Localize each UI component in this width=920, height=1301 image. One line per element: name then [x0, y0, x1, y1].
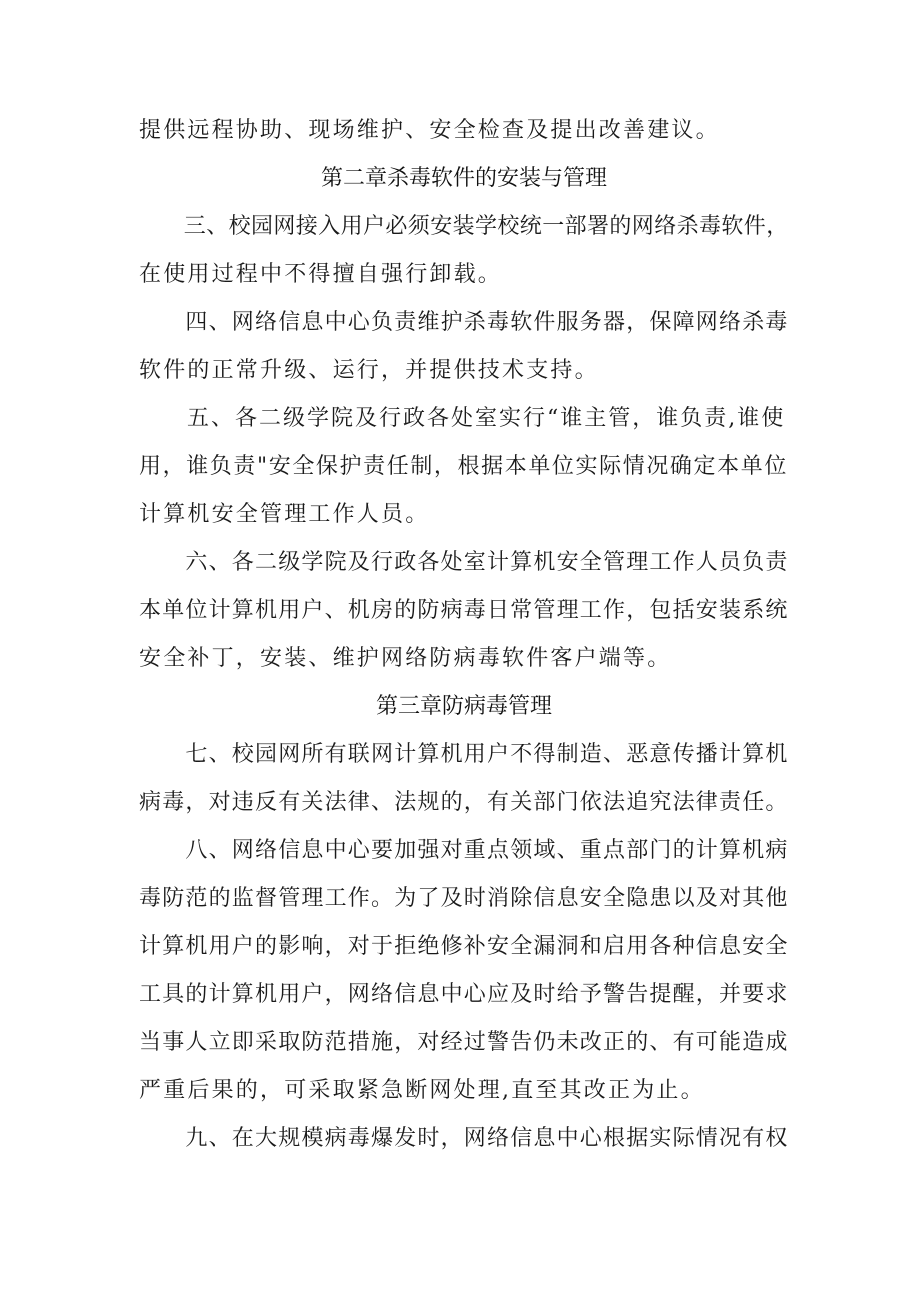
- body-line: 在使用过程中不得擅自强行卸载。: [139, 262, 503, 287]
- body-line: 计算机用户的影响，对于拒绝修补安全漏洞和启用各种信息安全: [139, 934, 789, 959]
- body-line: 当事人立即采取防范措施，对经过警告仍未改正的、有可能造成: [139, 1030, 789, 1055]
- chapter-heading: 第二章杀毒软件的安装与管理: [320, 166, 607, 191]
- body-line: 六、各二级学院及行政各处室计算机安全管理工作人员负责: [139, 550, 789, 575]
- body-line: 严重后果的，可采取紧急断网处理,直至其改正为止。: [139, 1078, 705, 1103]
- body-line: 毒防范的监督管理工作。为了及时消除信息安全隐患以及对其他: [139, 886, 789, 911]
- body-line: 计算机安全管理工作人员。: [139, 502, 430, 527]
- body-line: 九、在大规模病毒爆发时，网络信息中心根据实际情况有权: [139, 1126, 789, 1151]
- body-line: 八、网络信息中心要加强对重点领域、重点部门的计算机病: [139, 838, 789, 863]
- body-line: 四、网络信息中心负责维护杀毒软件服务器，保障网络杀毒: [139, 310, 789, 335]
- body-line: 用，谁负责"安全保护责任制，根据本单位实际情况确定本单位: [139, 454, 788, 479]
- body-line: 提供远程协助、现场维护、安全检查及提出改善建议。: [139, 118, 720, 143]
- body-line: 软件的正常升级、运行，并提供技术支持。: [139, 358, 599, 383]
- body-line: 三、校园网接入用户必须安装学校统一部署的网络杀毒软件，: [139, 214, 789, 239]
- body-line: 工具的计算机用户，网络信息中心应及时给予警告提醒，并要求: [139, 982, 789, 1007]
- body-line: 七、校园网所有联网计算机用户不得制造、恶意传播计算机: [139, 742, 789, 767]
- chapter-heading: 第三章防病毒管理: [375, 694, 552, 719]
- body-line: 病毒，对违反有关法律、法规的，有关部门依法追究法律责任。: [139, 790, 789, 815]
- body-line: 安全补丁，安装、维护网络防病毒软件客户端等。: [139, 646, 672, 671]
- body-line: 五、各二级学院及行政各处室实行“谁主管，谁负责,谁使: [139, 406, 786, 431]
- body-line: 本单位计算机用户、机房的防病毒日常管理工作，包括安装系统: [139, 598, 789, 623]
